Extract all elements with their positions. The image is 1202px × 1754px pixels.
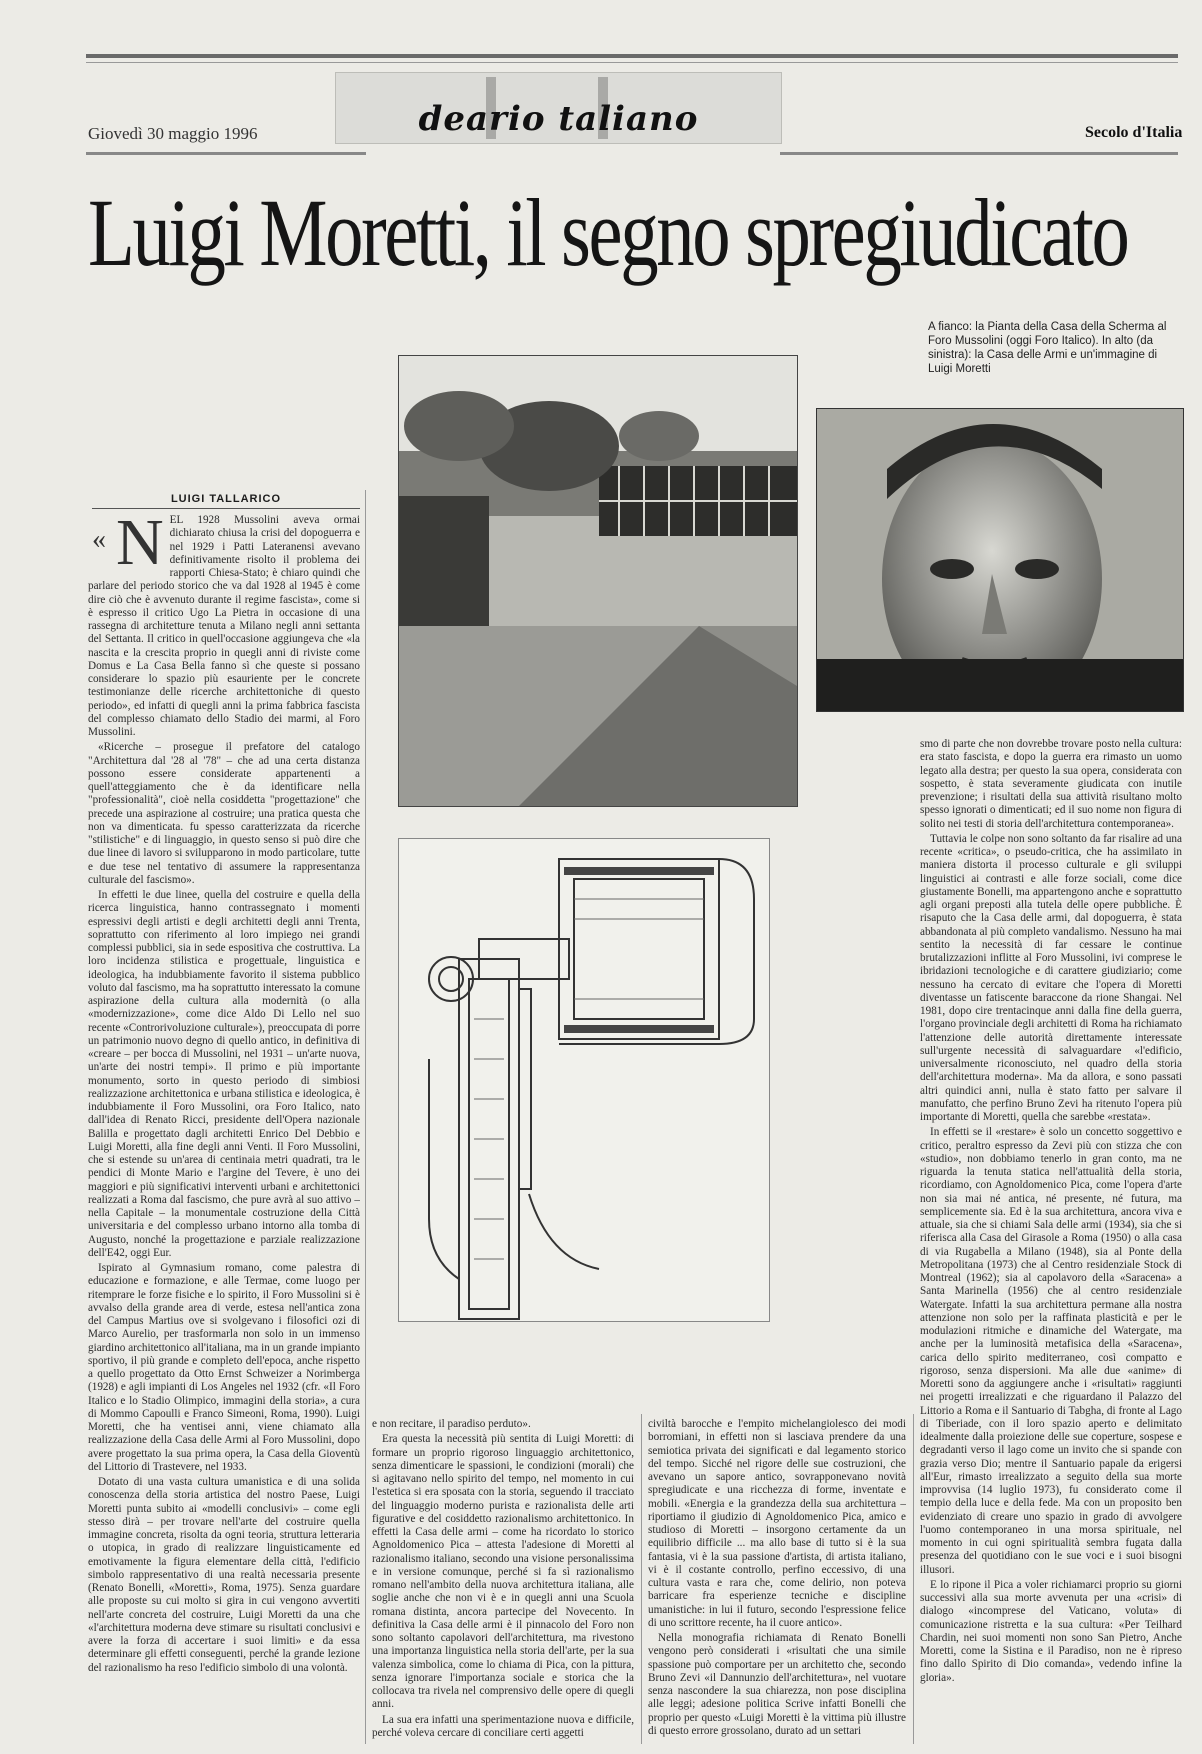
header-rule-right bbox=[780, 152, 1178, 155]
paragraph: smo di parte che non dovrebbe trovare posto nella cultura: era stato fascista, e dopo la guerra era rimasto un uomo legato alla destra; per questo la sua opera, considerata con sospetto, è stata severamente giudicata con inutile prevenzione; i risultati della sua attività risultano molto spesso ignorati o dimenticati; ed il suo nome non figura di solito nei testi di storia dell'architettura contemporanea». bbox=[920, 738, 1182, 830]
portrait-photo bbox=[816, 408, 1184, 712]
newspaper-name: Secolo d'Italia bbox=[1085, 124, 1183, 141]
article-column-4 bbox=[920, 738, 1182, 1744]
paragraph: e non recitare, il paradiso perduto». bbox=[372, 1418, 531, 1430]
author-byline: LUIGI TALLARICO bbox=[92, 493, 360, 509]
opening-quote: « bbox=[92, 524, 106, 555]
paragraph: La sua era infatti una sperimentazione nuova e difficile, perché voleva cercare di conciliare certi aggetti bbox=[372, 1713, 634, 1739]
paragraph: Ispirato al Gymnasium romano, come palestra di educazione e formazione, e alle Termae, come luogo per ritemprare le forze fisiche e lo spirito, il Foro Mussolini si è avvalso della grande area di verde, estesa nell'antica zona del Campus Martius ove si svolgevano i filosofici ozi di Marco Aurelio, per trasformarla non solo in un immenso giardino architettonico all'italiana, ma in un grande impianto sportivo, il più grande e completo dell'epoca, anche rispetto a quello progettato da Otto Ernst Schweizer a Norimberga (1928) e agli impianti di Los Angeles nel 1932 (cfr. «Il Foro Italico e lo Stadio Olimpico, immagini della storia», a cura di Mommo Capoulli e Franco Simeoni, Roma, 1990). Luigi Moretti, che ha ventisei anni, viene chiamato alla realizzazione della Casa delle Armi al Foro Mussolini, dopo avere progettato la sua prima opera, la Casa della Gioventù del Littorio di Trastevere, nel 1933. bbox=[88, 1262, 360, 1473]
paragraph: In effetti le due linee, quella del costruire e quella della ricerca linguistica, hanno contrassegnato i momenti espressivi degli artisti e degli architetti degli anni Trenta, soprattutto con riferimento al loro impiego nei grandi complessi pubblici, sia in sede espositiva che costruttiva. La loro incidenza stilistica e progettuale, linguistica e ideologica, ha indubbiamente favorito il sistema pubblico voluto dal fascismo, ma ha soprattutto interessato la comune aspirazione della cultura alla modernità (o alla «modernizzazione», come dice Aldo Di Lello nel suo recente «Controrivoluzione culturale»), preoccupata di porre un patrimonio nuovo degno di quello antico, in definitiva di «creare – per bocca di Mussolini, nel 1931 – un'arte nuova, un'arte dei nostri tempi». Il primo e più importante monumento, sorto in questo periodo di simbiosi realizzazione architettonica e urbana stilistica e ideologica, è indubbiamente il Foro Mussolini, ora Foro Italico, nato dall'idea di Renato Ricci, presidente dell'Opera nazionale Balilla e progettato dagli architetti Enrico Del Debbio e Luigi Moretti, alla fine degli anni Venti. Il Foro Mussolini, che si estende su un'area di centinaia metri quadrati, tra le pendici di Monte Mario e l'argine del Tevere, è uno dei maggiori e più significativi interventi urbani e architettonici realizzati a Roma dal fascismo, che pure avrà al suo attivo – nella Capitale – la monumentale costruzione della Città universitaria e del complesso urbano intorno alla tomba di Augusto, nonché la progettazione e parziale realizzazione dell'E42, oggi Eur. bbox=[88, 889, 360, 1259]
plan-drawing bbox=[398, 838, 770, 1322]
column-divider bbox=[365, 490, 366, 1744]
paragraph: Tuttavia le colpe non sono soltanto da far risalire ad una recente «critica», o pseudo-critica, che ha assimilato in maniera distorta il processo culturale e gli sviluppi linguistici ai contrasti e alle forze sociali, come dice giustamente Bonelli, ma appartengono anche e soprattutto agli organi preposti alla tutela delle opere pubbliche. È risaputo che la Casa delle armi, dal dopoguerra, è stata abbandonata al più completo vandalismo. Nessuno ha mai sentito la necessità di far cessare le continue brutalizzazioni inflitte al Foro Mussolini, ivi comprese le ibridazioni tecnologiche e di carattere giudiziario; come nessuno ha cercato di evitare che l'opera di Moretti diventasse un fatiscente baraccone da rione Shangai. Nel 1981, dopo cire trentacinque anni dalla fine della guerra, l'organo provinciale degli architetti di Roma ha richiamato l'attenzione delle autorità direttamente interessate sull'urgente necessità di salvaguardare «l'edificio, universalmente riconosciuto, nel quadro della storia dell'architettura moderna». Ma da allora, e sono passati altri quindici anni, nulla è stato fatto per salvare il manufatto, che perfino Bruno Zevi ha ritenuto l'opera più importante di Moretti, quella che sarebbe «restata». bbox=[920, 832, 1182, 1123]
paragraph: Era questa la necessità più sentita di Luigi Moretti: di formare un proprio rigoroso linguaggio architettonico, senza dimenticare le spassioni, le condizioni (morali) che si agitavano nello spirito del tempo, nel momento in cui l'estetica si era sposata con la storia, seguendo il tracciato del linguaggio moderno purista e razionalista delle arti figurative e del cosiddetto razionalismo architettonico. In effetti la Casa delle armi – come ha ricordato lo storico Agnoldomenico Pica – attesta l'adesione di Moretti al razionalismo italiano, secondo una visione personalissima e in versione comunque, perché si fa sì razionalismo romano nell'ambito della nuova architettura italiana, alle soglie anche che non vi è e in quegli anni una Scuola romana distinta, ancora partecipe del Novecento. In definitiva la Casa delle armi è il pinnacolo del Foro non sono soltanto capolavori dell'architettura, ma rivestono una importanza linguistica nella storia dell'arte, per la sua valenza simbolica, come lo chiama di Pica, con la pittura, senza ignorare l'importanza sociale e storica che la collocava tra rivela nel comprensivo delle opere di quegli anni. bbox=[372, 1433, 634, 1711]
article-title: Luigi Moretti, il segno spregiudicato bbox=[88, 179, 1128, 286]
section-rubric: deario taliano bbox=[418, 99, 699, 139]
top-rule bbox=[86, 54, 1178, 58]
section-banner bbox=[335, 72, 782, 144]
paragraph: Nella monografia richiamata di Renato Bonelli vengono però considerati i «risultati che una simile spassione può comportare per un architetto che, secondo Bruno Zevi «il Dannunzio dell'architettura», nel vuotare senza nascondere la sua chiarezza, non pose disciplina alle leggi; adesione politica Scrive infatti Bonelli che proprio per questo «Luigi Moretti è la vittima più illustre di questo errore grossolano, durato ad un settari bbox=[648, 1632, 906, 1737]
drop-cap: N bbox=[116, 514, 164, 579]
paragraph: civiltà barocche e l'empito michelangiolesco dei modi borromiani, in effetti non si lasciava prendere da una semiotica privata dei significati e dal legamento storico del tempo. Sicché nel rigore delle sue costruzioni, che avevano un sapore antico, sovrapponevano novità spregiudicate e una ricchezza di forme, inventate e mobili. «Energia e la grandezza della sua architettura – riportiamo il giudizio di Agnoldomenico Pica, amico e studioso di Moretti – insorgono certamente da un equilibrio difficile ... ma allo base di tutto si è la sua fantasia, vi è la sua passione d'artista, di artista italiano, vi è il costante controllo, perfino eccessivo, di una cultura vasta e rara che, come delirio, non poteva barricare fra esperienze tecniche e discipline umanistiche: in lui il futuro, secondo l'espressione felice di uno scrittore recente, ha il cuore antico». bbox=[648, 1418, 906, 1629]
column-divider bbox=[913, 1414, 914, 1744]
header-rule-left bbox=[86, 152, 366, 155]
article-column-3 bbox=[648, 1418, 906, 1744]
building-photo bbox=[398, 355, 798, 807]
photo-caption: A fianco: la Pianta della Casa della Scherma al Foro Mussolini (oggi Foro Italico). In alto (da sinistra): la Casa delle Armi e un'immagine di Luigi Moretti bbox=[928, 321, 1167, 375]
column-divider bbox=[641, 1414, 642, 1744]
article-column-2 bbox=[372, 1418, 634, 1744]
paragraph: EL 1928 Mussolini aveva ormai dichiarato chiusa la crisi del dopoguerra e nel 1929 i Patti Lateranensi avevano definitivamente risolto il problema dei rapporti Chiesa-Stato; è chiaro quindi che parlare del periodo storico che va dal 1928 al 1945 è come dire ciò che è avvenuto durante il regime fascista», come si è espresso il critico Ugo La Pietra in occasione di una rassegna di architetture tenuta a Milano negli anni settanta del Settanta. Il critico in quell'occasione aggiungeva che «la nascita e la crescita proprio in quegli anni di riviste come Domus e La Casa Bella fanno sì che queste si possano considerare lo spazio più esauriente per le concrete testimonianze delle ricerche architettoniche di questo periodo», ed infatti di quegli anni la prima fabbrica fascista del complesso chiamato dello Stadio dei marmi, al Foro Mussolini. bbox=[88, 514, 360, 738]
paragraph: In effetti se il «restare» è solo un concetto soggettivo e critico, peraltro espresso da Zevi più con stizza che con «studio», non dobbiamo tenerlo in gran conto, ma ne riguarda la tenuta statica nell'attualità della storia, ricordiamo, con Agnoldomenico Pica, come l'opera d'arte non sia mai né antica, né presente, né futura, ma semplicemente sia. Ed è la sua architettura, ancora viva e attuale, sia che si chiami Sala delle armi (1934), sia che si riferisca alla Casa del Girasole a Roma (1950) o alla casa di via Rugabella a Milano (1948), sia al Ponte della Metropolitana (1973) che al Centro residenziale Stock di Montreal (1962); sia al capolavoro della «Saracena» a Santa Marinella (1956) che al centro residenziale Watergate. Infatti la sua architettura permane alla nostra attenzione non solo per la raffinata plasticità e per le modulazioni ritmiche e dinamiche del Watergate, ma anche per la luminosità metafisica della «Saracena», carica dello spirito mediterraneo, così compatto e rigoroso, senza dispersioni. Ma alle due «anime» di Moretti sono da aggiungere anche i «risultati» raggiunti nei progetti irrealizzati e che riguardano il Palazzo del Littorio a Roma e il Santuario di Tabgha, di fronte al Lago di Tiberiade, con il loro spazio aperto e delimitato idealmente dalla proiezione delle sue coperture, sospese e degradanti verso il lago come un invito che si spande con grazia verso Dio; mentre il Santuario papale da erigersi all'Eur, rimasto irrealizzato a seguito della sua morte improvvisa (14 luglio 1973), fu considerato come il tempio della luce e della fede. Ma con un proposito ben evidenziato di creare uno spazio in grado di avvolgere l'uomo contemporaneo in una morsa spirituale, nel momento in cui ogni spiritualità sembra fugata dalla presenza del quotidiano con le sue voci e i suoi bisogni illusori. bbox=[920, 1126, 1182, 1576]
issue-date: Giovedì 30 maggio 1996 bbox=[88, 124, 258, 143]
paragraph: Dotato di una vasta cultura umanistica e di una solida conoscenza della storia artistica del nostro Paese, Luigi Moretti punta subito ai «modelli conclusivi» – come egli stesso dirà – per trovare nell'arte del costruire quella immagine concreta, risolta da ogni teoria, struttura letteraria o utopica, in grado di realizzare linguisticamente ed emotivamente la figura elementare della città, l'edificio simbolo rappresentativo di una realtà necessaria presente (Renato Bonelli, «Moretti», Roma, 1975). Senza guardare alle proposte su cui molto si gira in cui vengono avvertiti nell'arte concreta del costruire, Luigi Moretti da una che «l'architettura moderna deve stimare su risultati conclusivi e avere la forza di accertare i suoi limiti» e da essa determinare gli effetti conseguenti, perché la grande lezione del razionalismo ha reso l'edificio simbolo di una volontà. bbox=[88, 1476, 360, 1674]
top-rule-thin bbox=[86, 62, 1178, 63]
paragraph: «Ricerche – prosegue il prefatore del catalogo "Architettura dal '28 al '78" – che ad una certa distanza possono essere considerate appartenenti a quell'atteggiamento che è da identificare nella "professionalità", cioè nella cosiddetta "progettazione" che precede una aspirazione al costruire; una pratica questa che non va dimenticata. fu spesso caratterizzata da ricerche "stilistiche" e di linguaggio, in questo senso si può dire che due linee di lavoro si svilupparono in modo particolare, tutte e due tese nel tentativo di assumere la rappresentanza culturale del fascismo». bbox=[88, 741, 360, 886]
paragraph: E lo ripone il Pica a voler richiamarci proprio su giorni successivi alla sua morte avvenuta per una «crisi» di dialogo «incomprese del Vaticano, voluta» di comunicazione ristretta e la sua cultura: «Per Teilhard Chardin, nei suoi momenti non sono San Pietro, Anche Moretti, come la Sistina e il Paradiso, non ne è ripreso fino dallo Spirito di Dio comanda», vedendo infine la gloria». bbox=[920, 1578, 1182, 1684]
article-column-1 bbox=[88, 514, 360, 1744]
